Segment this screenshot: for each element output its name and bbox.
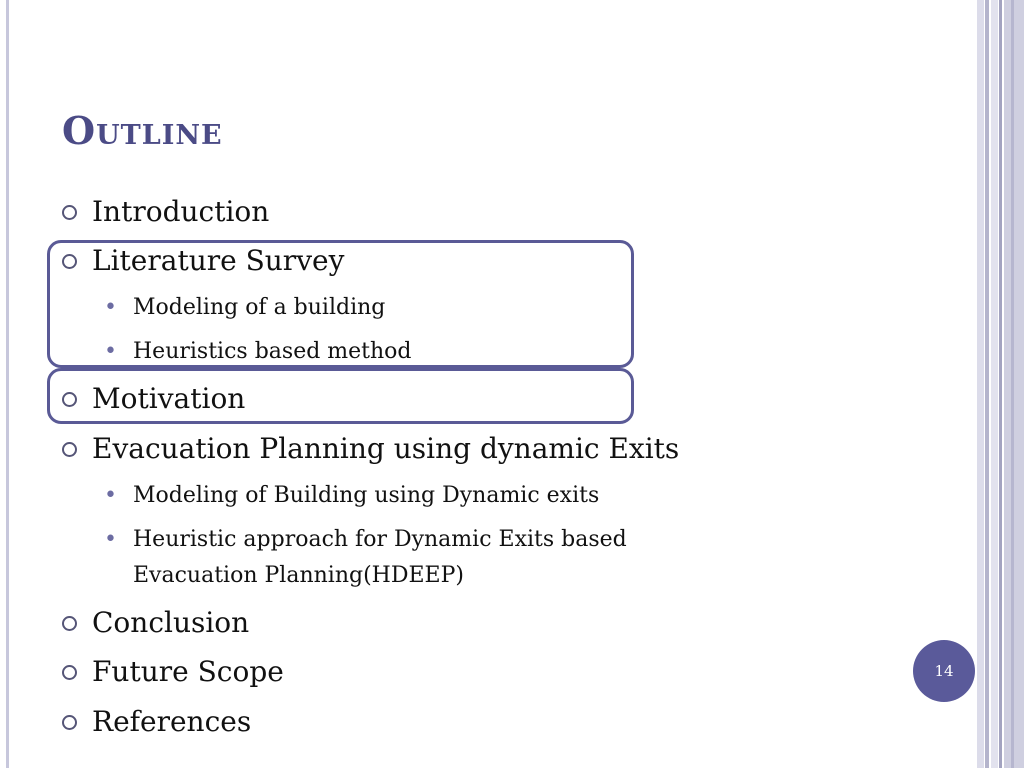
right-stripe bbox=[985, 0, 989, 768]
ring-bullet-icon bbox=[62, 392, 77, 407]
ring-bullet-icon bbox=[62, 715, 77, 730]
right-stripe bbox=[977, 0, 984, 768]
dot-bullet-icon: • bbox=[104, 483, 117, 508]
slide-title: Outline bbox=[62, 108, 223, 153]
dot-bullet-icon: • bbox=[104, 295, 117, 320]
ring-bullet-icon bbox=[62, 254, 77, 269]
dot-bullet-icon: • bbox=[104, 339, 117, 364]
ring-bullet-icon bbox=[62, 442, 77, 457]
right-stripe bbox=[1011, 0, 1014, 768]
dot-bullet-icon: • bbox=[104, 527, 117, 552]
ring-bullet-icon bbox=[62, 205, 77, 220]
right-stripe bbox=[1004, 0, 1024, 768]
ring-bullet-icon bbox=[62, 616, 77, 631]
left-border bbox=[6, 0, 9, 768]
right-stripe bbox=[991, 0, 998, 768]
ring-bullet-icon bbox=[62, 665, 77, 680]
right-stripe bbox=[999, 0, 1002, 768]
page-number-badge: 14 bbox=[913, 640, 975, 702]
